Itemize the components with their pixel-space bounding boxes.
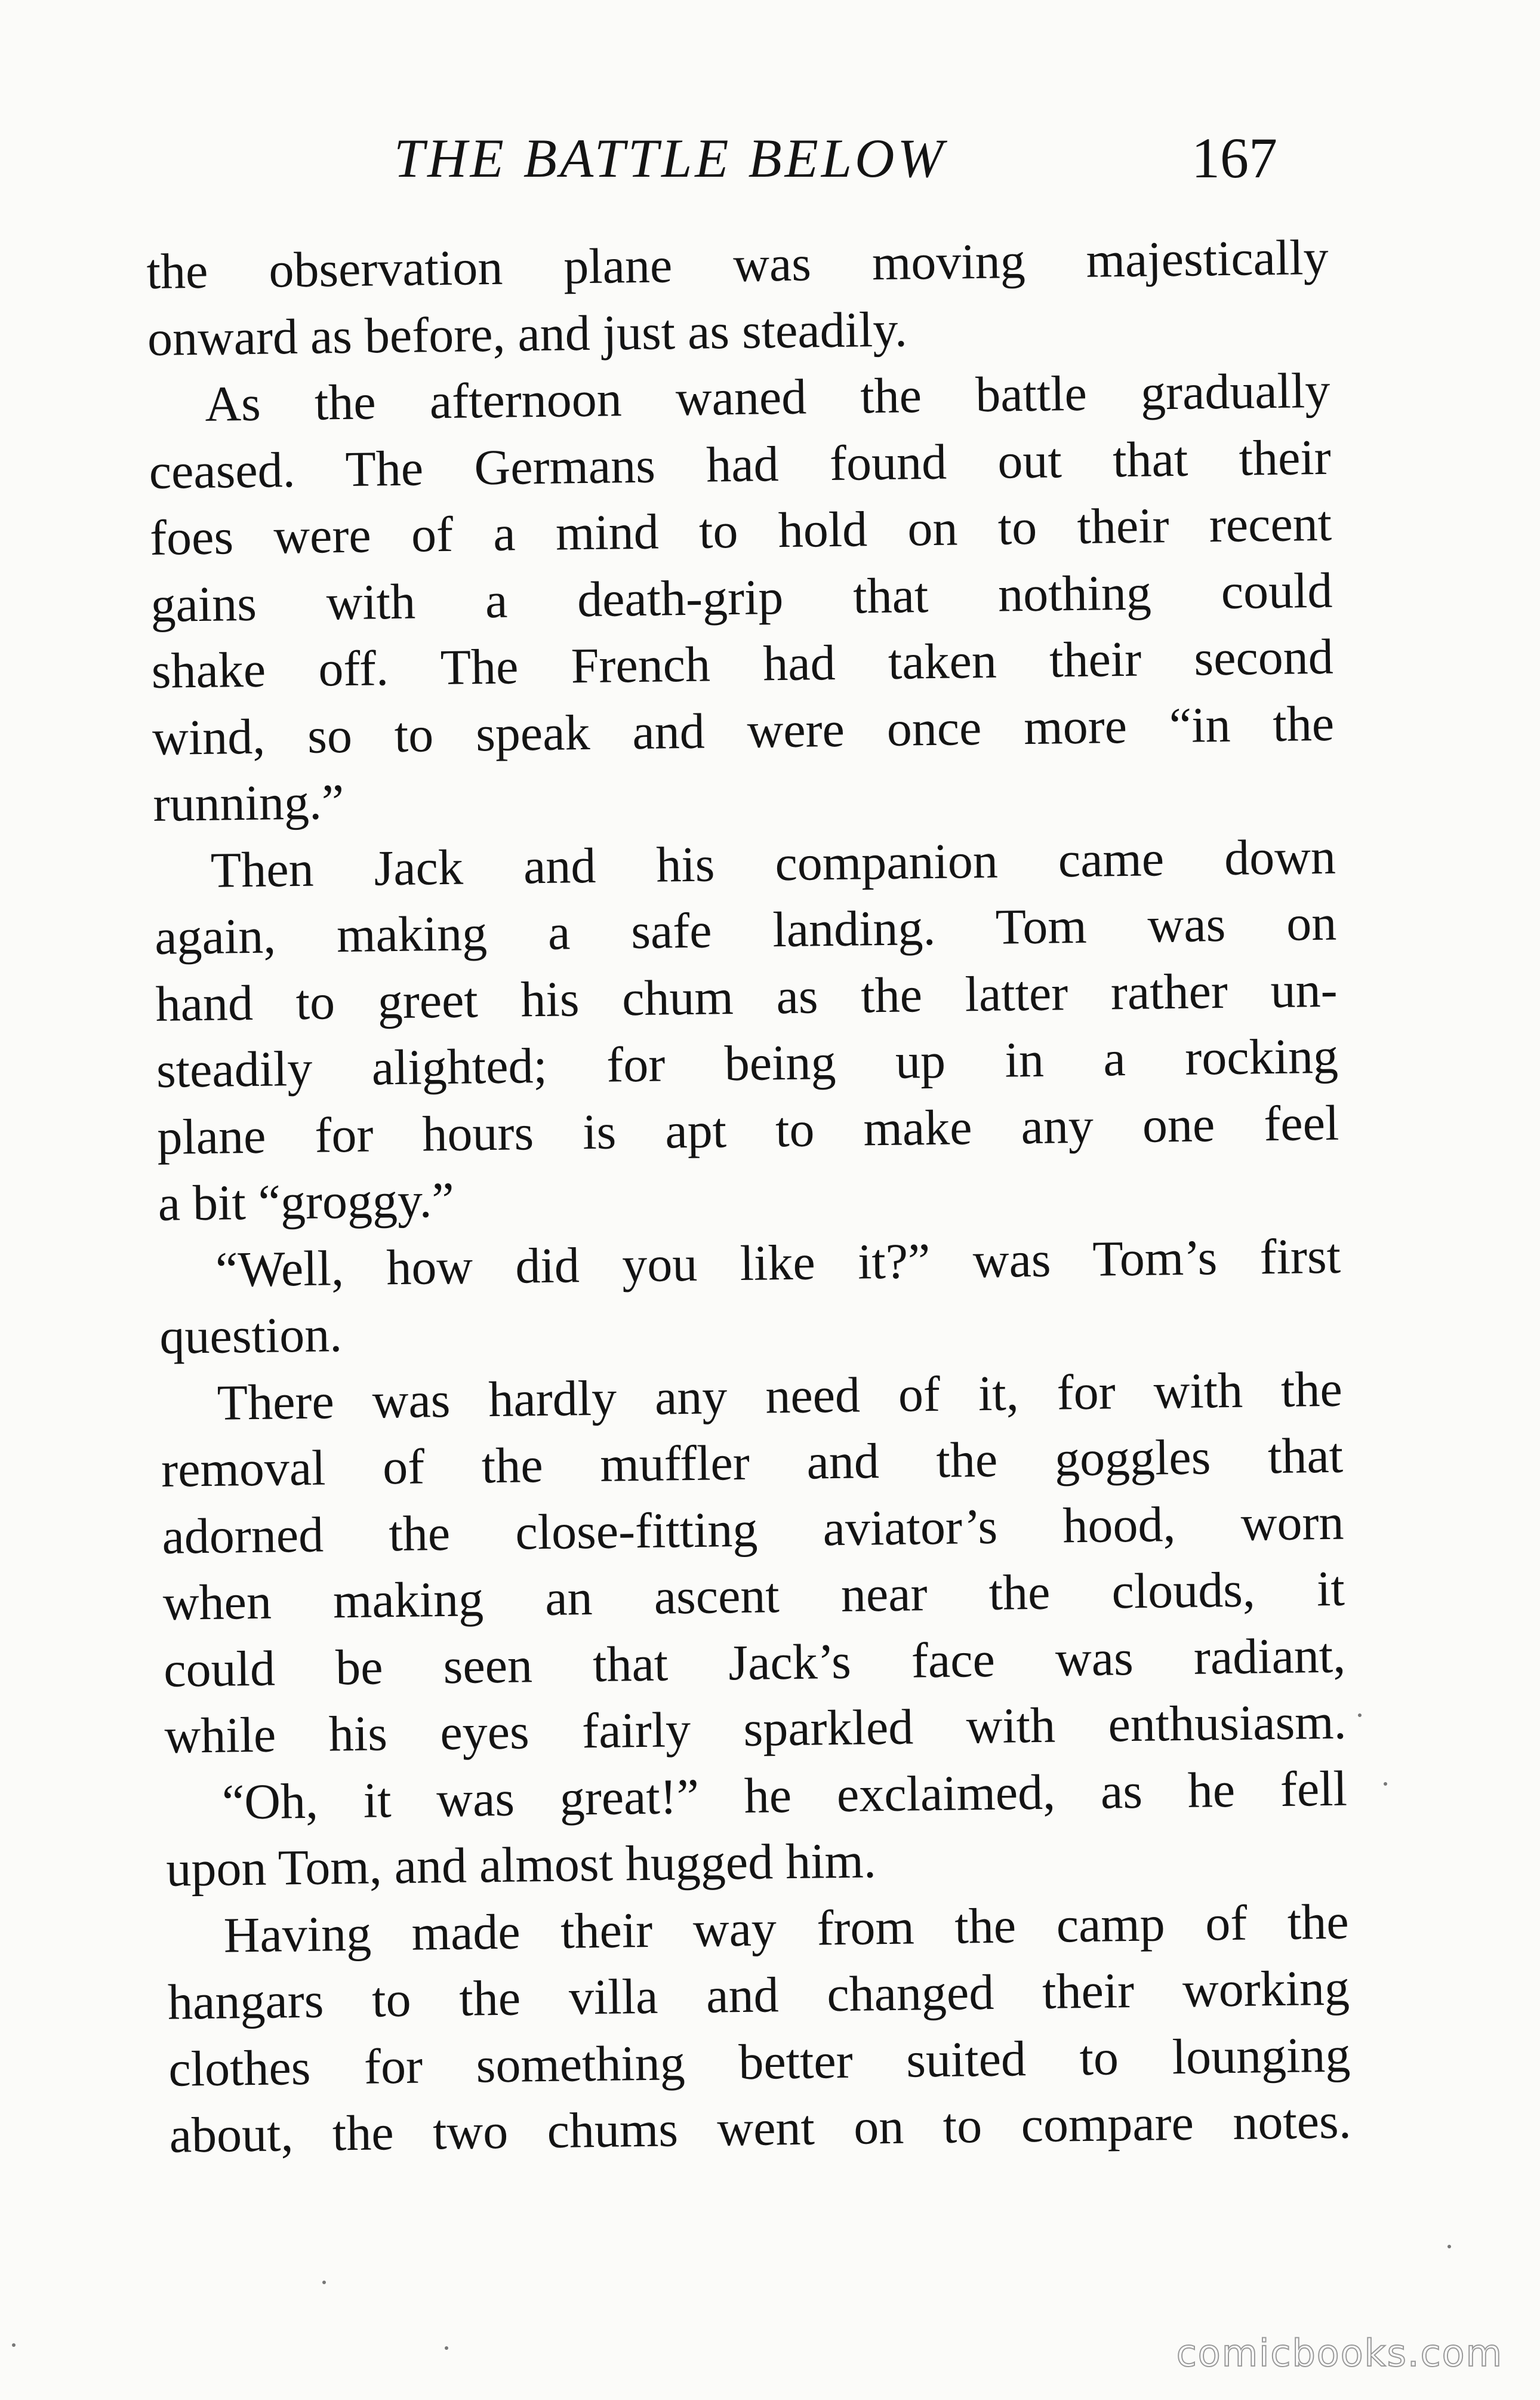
text-line: Then Jack and his companion came down bbox=[210, 829, 1336, 899]
text-line: hand to greet his chum as the latter rather un- bbox=[155, 962, 1338, 1032]
text-line: adorned the close-fitting aviator’s hood, worn bbox=[161, 1494, 1344, 1565]
scan-speck bbox=[1358, 1713, 1362, 1717]
running-head bbox=[382, 116, 1277, 200]
text-line: removal of the muffler and the goggles that bbox=[161, 1427, 1344, 1498]
text-line: shake off. The French had taken their second bbox=[151, 629, 1334, 699]
text-line: wind, so to speak and were once more “in the bbox=[152, 696, 1335, 766]
page-number: 167 bbox=[1191, 126, 1277, 190]
watermark: comicbooks.com bbox=[1176, 2331, 1503, 2375]
text-line: about, the two chums went on to compare notes. bbox=[169, 2093, 1352, 2164]
text-line: hangars to the villa and changed their working bbox=[167, 1960, 1350, 2030]
scan-speck bbox=[445, 2346, 448, 2350]
body-text bbox=[146, 224, 1351, 2169]
running-title: THE BATTLE BELOW bbox=[394, 128, 947, 189]
scan-speck bbox=[12, 2343, 16, 2347]
text-line: There was hardly any need of it, for with the bbox=[217, 1361, 1343, 1431]
text-line: onward as before, and just as steadily. bbox=[147, 301, 908, 367]
scan-speck bbox=[1447, 2245, 1451, 2248]
text-line: the observation plane was moving majestically bbox=[146, 229, 1329, 300]
text-line: “Oh, it was great!” he exclaimed, as he fell bbox=[221, 1761, 1348, 1830]
text-line: Having made their way from the camp of the bbox=[223, 1894, 1350, 1964]
text-line: clothes for something better suited to lounging bbox=[168, 2027, 1351, 2097]
text-line: plane for hours is apt to make any one feel bbox=[156, 1095, 1339, 1165]
text-line: “Well, how did you like it?” was Tom’s first bbox=[215, 1228, 1341, 1298]
text-line: ceased. The Germans had found out that their bbox=[149, 429, 1332, 500]
text-line: foes were of a mind to hold on to their recent bbox=[149, 496, 1332, 566]
text-line: again, making a safe landing. Tom was on bbox=[154, 895, 1337, 965]
text-line: running.” bbox=[153, 774, 344, 832]
text-line: steadily alighted; for being up in a rocking bbox=[156, 1028, 1339, 1099]
text-line: could be seen that Jack’s face was radiant, bbox=[163, 1627, 1346, 1698]
text-line: As the afternoon waned the battle gradually bbox=[204, 362, 1330, 432]
text-line: gains with a death-grip that nothing could bbox=[150, 562, 1333, 633]
scan-speck bbox=[1384, 1782, 1387, 1786]
text-line: a bit “groggy.” bbox=[158, 1172, 455, 1232]
text-line: when making an ascent near the clouds, it bbox=[162, 1561, 1345, 1631]
text-line: question. bbox=[159, 1307, 343, 1365]
scan-speck bbox=[322, 2281, 326, 2284]
text-line: while his eyes fairly sparkled with enthusiasm. bbox=[164, 1694, 1347, 1764]
text-line: upon Tom, and almost hugged him. bbox=[165, 1833, 877, 1897]
